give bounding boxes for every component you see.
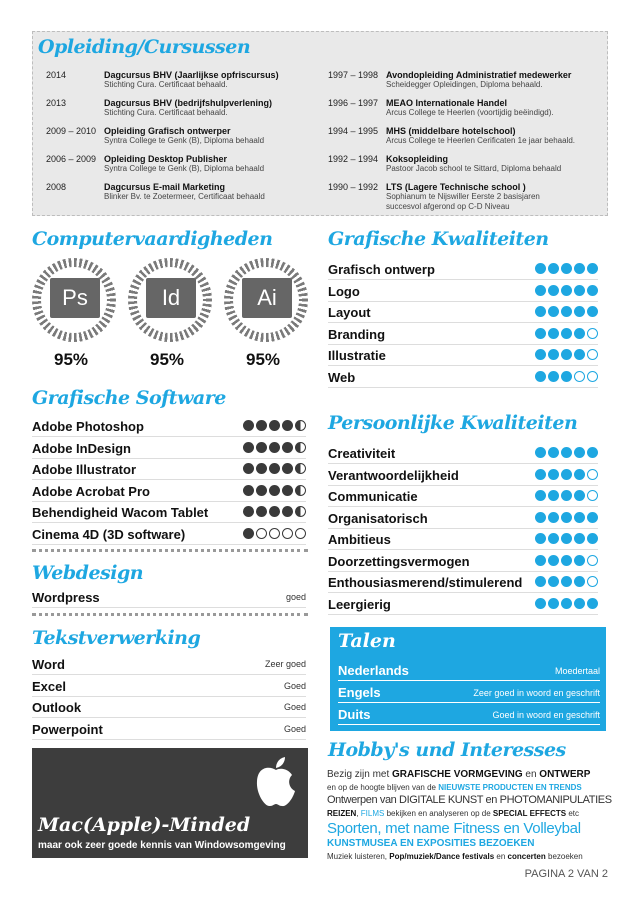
filled-dot-icon	[561, 598, 572, 609]
skill-percent: 95%	[150, 350, 185, 369]
rating-dots	[533, 447, 598, 459]
empty-dot-icon	[587, 328, 598, 339]
list-row	[328, 259, 598, 280]
filled-dot-icon	[535, 328, 546, 339]
education-year: 1997 – 1998	[328, 70, 379, 80]
filled-dot-icon	[256, 463, 267, 474]
filled-dot-icon	[535, 598, 546, 609]
filled-dot-icon	[548, 328, 559, 339]
filled-dot-icon	[574, 447, 585, 458]
half-dot-icon	[295, 420, 306, 431]
hobby-text: Bezig zijn met	[327, 769, 393, 780]
education-course: LTS (Lagere Technische school )	[386, 182, 526, 192]
row-label: Behendigheid Wacom Tablet	[32, 505, 209, 520]
row-label: Web	[328, 369, 356, 385]
row-value: goed	[285, 592, 306, 602]
education-title: Opleiding/Cursussen	[38, 36, 251, 58]
filled-dot-icon	[243, 506, 254, 517]
filled-dot-icon	[535, 490, 546, 501]
list-row	[328, 367, 598, 388]
filled-dot-icon	[561, 447, 572, 458]
half-dot-icon	[295, 506, 306, 517]
education-institute: Stichting Cura. Certificaat behaald.	[104, 80, 228, 89]
filled-dot-icon	[535, 349, 546, 360]
hobby-text: ONTWERP	[539, 769, 591, 780]
list-row	[328, 443, 598, 464]
talen-title: Talen	[338, 630, 396, 652]
page-number: PAGINA 2 VAN 2	[524, 868, 608, 880]
filled-dot-icon	[256, 485, 267, 496]
filled-dot-icon	[561, 349, 572, 360]
list-row	[328, 465, 598, 486]
education-course: Opleiding Desktop Publisher	[104, 154, 228, 164]
education-course: Dagcursus E-mail Marketing	[104, 182, 226, 192]
filled-dot-icon	[535, 306, 546, 317]
empty-dot-icon	[256, 528, 267, 539]
hobby-line-3: Ontwerpen van DIGITALE KUNST en PHOTOMANIPULATIES	[327, 794, 612, 806]
education-institute: Syntra College te Genk (B), Diploma behaald	[104, 164, 265, 173]
filled-dot-icon	[535, 371, 546, 382]
filled-dot-icon	[269, 442, 280, 453]
filled-dot-icon	[561, 490, 572, 501]
row-label: Adobe Acrobat Pro	[32, 483, 150, 499]
divider	[32, 549, 308, 552]
filled-dot-icon	[548, 512, 559, 523]
filled-dot-icon	[243, 442, 254, 453]
empty-dot-icon	[587, 490, 598, 501]
rating-dots	[533, 490, 598, 502]
computer-title: Computervaardigheden	[32, 228, 273, 250]
language-level: Zeer goed in woord en geschrift	[473, 688, 600, 698]
hobby-text: Pop/muziek/Dance	[389, 852, 460, 861]
education-institute: Syntra College te Genk (B), Diploma behaald	[104, 136, 265, 145]
filled-dot-icon	[535, 576, 546, 587]
filled-dot-icon	[243, 528, 254, 539]
list-row	[328, 594, 598, 615]
list-row	[328, 345, 598, 366]
row-label: Cinema 4D (3D software)	[32, 526, 186, 542]
row-label: Ambitieus	[328, 532, 391, 547]
row-label: Communicatie	[328, 489, 418, 504]
language-row	[338, 683, 600, 703]
rating-dots	[241, 463, 306, 475]
filled-dot-icon	[574, 533, 585, 544]
filled-dot-icon	[574, 306, 585, 317]
filled-dot-icon	[561, 285, 572, 296]
filled-dot-icon	[561, 469, 572, 480]
filled-dot-icon	[574, 285, 585, 296]
row-label: Logo	[328, 283, 360, 299]
filled-dot-icon	[574, 512, 585, 523]
filled-dot-icon	[561, 533, 572, 544]
list-row	[328, 302, 598, 323]
filled-dot-icon	[548, 533, 559, 544]
filled-dot-icon	[535, 447, 546, 458]
row-label: Doorzettingsvermogen	[328, 553, 470, 569]
software-ps-icon: Ps	[50, 278, 100, 318]
filled-dot-icon	[243, 463, 254, 474]
filled-dot-icon	[548, 447, 559, 458]
rating-dots	[241, 442, 306, 454]
skill-ring	[224, 258, 308, 342]
row-label: Adobe Illustrator	[32, 462, 137, 477]
hobby-line-7	[327, 852, 583, 861]
education-institute: Arcus College te Heerlen Cerificaten 1e jaar behaald.	[386, 136, 575, 145]
skill-ring	[32, 258, 116, 342]
filled-dot-icon	[587, 533, 598, 544]
education-institute: Blinker Bv. te Zoetermeer, Certificaat behaald	[104, 192, 265, 201]
education-year: 1992 – 1994	[328, 154, 379, 164]
education-course: MHS (middelbare hotelschool)	[386, 126, 516, 136]
row-value: Goed	[283, 702, 306, 712]
filled-dot-icon	[574, 598, 585, 609]
filled-dot-icon	[535, 512, 546, 523]
filled-dot-icon	[574, 469, 585, 480]
education-course: Avondopleiding Administratief medewerker	[386, 70, 572, 80]
rating-dots	[533, 576, 598, 588]
filled-dot-icon	[574, 263, 585, 274]
filled-dot-icon	[548, 490, 559, 501]
education-year: 2006 – 2009	[46, 154, 97, 164]
hobby-text: bezoeken	[545, 852, 583, 861]
filled-dot-icon	[574, 555, 585, 566]
filled-dot-icon	[574, 349, 585, 360]
hobby-text: festivals	[459, 852, 495, 861]
hobby-line-6: KUNSTMUSEA EN EXPOSITIES BEZOEKEN	[327, 838, 535, 849]
list-row	[32, 587, 306, 608]
list-row	[32, 524, 306, 545]
hobby-line-2	[327, 783, 582, 792]
filled-dot-icon	[535, 285, 546, 296]
filled-dot-icon	[548, 306, 559, 317]
filled-dot-icon	[587, 306, 598, 317]
filled-dot-icon	[282, 506, 293, 517]
language-name: Engels	[338, 685, 381, 700]
filled-dot-icon	[282, 463, 293, 474]
row-label: Enthousiasmerend/stimulerend	[328, 575, 523, 590]
filled-dot-icon	[561, 576, 572, 587]
rating-dots	[533, 285, 598, 297]
list-row	[32, 416, 306, 437]
hobby-title: Hobby's und Interesses	[328, 739, 566, 761]
empty-dot-icon	[269, 528, 280, 539]
rating-dots	[533, 512, 598, 524]
mac-title: Mac(Apple)-Minded	[38, 814, 251, 836]
filled-dot-icon	[256, 420, 267, 431]
hobby-text: REIZEN	[327, 809, 357, 818]
hobby-text: FILMS	[360, 809, 385, 818]
list-row	[32, 502, 306, 523]
education-year: 2014	[46, 70, 67, 80]
education-institute: Scheidegger Opleidingen, Diploma behaald.	[386, 80, 543, 89]
row-label: Verantwoordelijkheid	[328, 467, 459, 483]
hobby-text: en	[494, 852, 508, 861]
row-label: Wordpress	[32, 590, 100, 605]
language-name: Nederlands	[338, 663, 409, 678]
half-dot-icon	[295, 463, 306, 474]
software-title: Grafische Software	[32, 387, 226, 409]
list-row	[32, 697, 306, 718]
filled-dot-icon	[587, 447, 598, 458]
empty-dot-icon	[282, 528, 293, 539]
filled-dot-icon	[561, 512, 572, 523]
row-label: Branding	[328, 326, 386, 342]
rating-dots	[533, 555, 598, 567]
list-row	[32, 481, 306, 502]
filled-dot-icon	[548, 371, 559, 382]
skill-ring	[128, 258, 212, 342]
filled-dot-icon	[256, 442, 267, 453]
rating-dots	[241, 528, 306, 540]
filled-dot-icon	[587, 512, 598, 523]
filled-dot-icon	[561, 328, 572, 339]
skill-percent: 95%	[54, 350, 89, 369]
hobby-text: etc	[566, 809, 579, 818]
filled-dot-icon	[561, 555, 572, 566]
language-level: Moedertaal	[554, 666, 600, 676]
rating-dots	[241, 506, 306, 518]
half-dot-icon	[295, 442, 306, 453]
filled-dot-icon	[574, 576, 585, 587]
filled-dot-icon	[548, 469, 559, 480]
filled-dot-icon	[561, 263, 572, 274]
education-course: Dagcursus BHV (Jaarlijkse opfriscursus)	[104, 70, 279, 80]
education-institute: succesvol afgerond op C-D Niveau	[386, 202, 510, 211]
filled-dot-icon	[587, 598, 598, 609]
list-row	[328, 281, 598, 302]
mac-subtitle: maar ook zeer goede kennis van Windowsomgeving	[38, 840, 286, 851]
row-label: Layout	[328, 305, 371, 320]
filled-dot-icon	[587, 285, 598, 296]
list-row	[328, 551, 598, 572]
empty-dot-icon	[587, 576, 598, 587]
education-year: 1990 – 1992	[328, 182, 379, 192]
empty-dot-icon	[587, 469, 598, 480]
list-row	[328, 529, 598, 550]
list-row	[32, 676, 306, 697]
row-label: Leergierig	[328, 596, 391, 612]
rating-dots	[533, 598, 598, 610]
filled-dot-icon	[548, 263, 559, 274]
filled-dot-icon	[574, 328, 585, 339]
hobby-text: bekijken en analyseren op de	[384, 809, 493, 818]
software-id-icon: Id	[146, 278, 196, 318]
mac-box	[32, 748, 308, 858]
rating-dots	[533, 533, 598, 545]
row-label: Adobe Photoshop	[32, 419, 144, 434]
list-row	[328, 486, 598, 507]
education-course: Dagcursus BHV (bedrijfshulpverlening)	[104, 98, 273, 108]
list-row	[328, 508, 598, 529]
language-name: Duits	[338, 707, 371, 722]
row-label: Powerpoint	[32, 721, 103, 737]
rating-dots	[533, 371, 598, 383]
filled-dot-icon	[282, 442, 293, 453]
grafisch-title: Grafische Kwaliteiten	[328, 228, 549, 250]
filled-dot-icon	[535, 555, 546, 566]
filled-dot-icon	[282, 420, 293, 431]
filled-dot-icon	[548, 598, 559, 609]
row-value: Goed	[283, 723, 306, 734]
rating-dots	[241, 485, 306, 497]
hobby-line-4: REIZEN, FILMS bekijken en analyseren op de SPECIAL EFFECTS etc	[327, 809, 579, 818]
language-level: Goed in woord en geschrift	[492, 710, 600, 720]
education-institute: Pastoor Jacob school te Sittard, Diploma behaald	[386, 164, 562, 173]
rating-dots	[533, 306, 598, 318]
language-row	[338, 705, 600, 725]
filled-dot-icon	[243, 485, 254, 496]
empty-dot-icon	[574, 371, 585, 382]
rating-dots	[533, 349, 598, 361]
filled-dot-icon	[535, 469, 546, 480]
divider	[32, 613, 308, 616]
filled-dot-icon	[269, 506, 280, 517]
empty-dot-icon	[587, 349, 598, 360]
education-year: 1994 – 1995	[328, 126, 379, 136]
hobby-text: Muziek luisteren,	[327, 852, 390, 861]
row-label: Adobe InDesign	[32, 440, 131, 456]
persoonlijk-title: Persoonlijke Kwaliteiten	[328, 412, 578, 434]
row-label: Creativiteit	[328, 446, 396, 461]
education-institute: Arcus College te Heerlen (voortijdig beëindigd).	[386, 108, 554, 117]
row-label: Word	[32, 657, 65, 672]
education-year: 1996 – 1997	[328, 98, 379, 108]
empty-dot-icon	[587, 371, 598, 382]
education-course: Opleiding Grafisch ontwerper	[104, 126, 231, 136]
filled-dot-icon	[256, 506, 267, 517]
filled-dot-icon	[574, 490, 585, 501]
hobby-line-1	[327, 769, 590, 780]
tekst-title: Tekstverwerking	[32, 627, 201, 649]
software-ai-icon: Ai	[242, 278, 292, 318]
rating-dots	[533, 328, 598, 340]
list-row	[32, 438, 306, 459]
filled-dot-icon	[587, 263, 598, 274]
list-row	[32, 719, 306, 740]
rating-dots	[241, 420, 306, 432]
hobby-text: NIEUWSTE PRODUCTEN EN TRENDS	[438, 783, 582, 792]
list-row	[328, 324, 598, 345]
row-label: Outlook	[32, 700, 82, 715]
list-row	[328, 572, 598, 593]
filled-dot-icon	[269, 485, 280, 496]
skill-percent: 95%	[246, 350, 281, 369]
hobby-text: GRAFISCHE VORMGEVING	[392, 769, 523, 780]
row-label: Organisatorisch	[328, 510, 428, 526]
filled-dot-icon	[561, 306, 572, 317]
apple-logo-icon	[254, 756, 298, 808]
filled-dot-icon	[535, 533, 546, 544]
filled-dot-icon	[535, 263, 546, 274]
education-course: MEAO Internationale Handel	[386, 98, 508, 108]
row-label: Grafisch ontwerp	[328, 262, 435, 277]
row-label: Excel	[32, 678, 66, 694]
education-institute: Stichting Cura. Certificaat behaald.	[104, 108, 228, 117]
filled-dot-icon	[269, 463, 280, 474]
hobby-line-5: Sporten, met name Fitness en Volleybal	[327, 820, 581, 837]
education-year: 2008	[46, 182, 67, 192]
education-year: 2013	[46, 98, 67, 108]
empty-dot-icon	[295, 528, 306, 539]
filled-dot-icon	[561, 371, 572, 382]
filled-dot-icon	[548, 576, 559, 587]
hobby-text: concerten	[507, 852, 546, 861]
filled-dot-icon	[282, 485, 293, 496]
talen-box	[330, 627, 606, 731]
rating-dots	[533, 469, 598, 481]
filled-dot-icon	[243, 420, 254, 431]
education-year: 2009 – 2010	[46, 126, 97, 136]
row-label: Illustratie	[328, 348, 386, 363]
hobby-text: en op de hoogte blijven van de	[327, 783, 439, 792]
empty-dot-icon	[587, 555, 598, 566]
education-course: Koksopleiding	[386, 154, 449, 164]
filled-dot-icon	[548, 285, 559, 296]
hobby-text: SPECIAL EFFECTS	[492, 809, 567, 818]
list-row	[32, 654, 306, 675]
filled-dot-icon	[269, 420, 280, 431]
row-value: Zeer goed	[264, 659, 306, 669]
education-institute: Sophianum te Nijswiller Eerste 2 basisjaren	[386, 192, 540, 201]
filled-dot-icon	[548, 555, 559, 566]
hobby-text: en	[522, 769, 540, 780]
row-value: Goed	[283, 680, 306, 691]
filled-dot-icon	[548, 349, 559, 360]
rating-dots	[533, 263, 598, 275]
webdesign-title: Webdesign	[32, 562, 144, 584]
half-dot-icon	[295, 485, 306, 496]
list-row	[32, 459, 306, 480]
language-row	[338, 661, 600, 681]
